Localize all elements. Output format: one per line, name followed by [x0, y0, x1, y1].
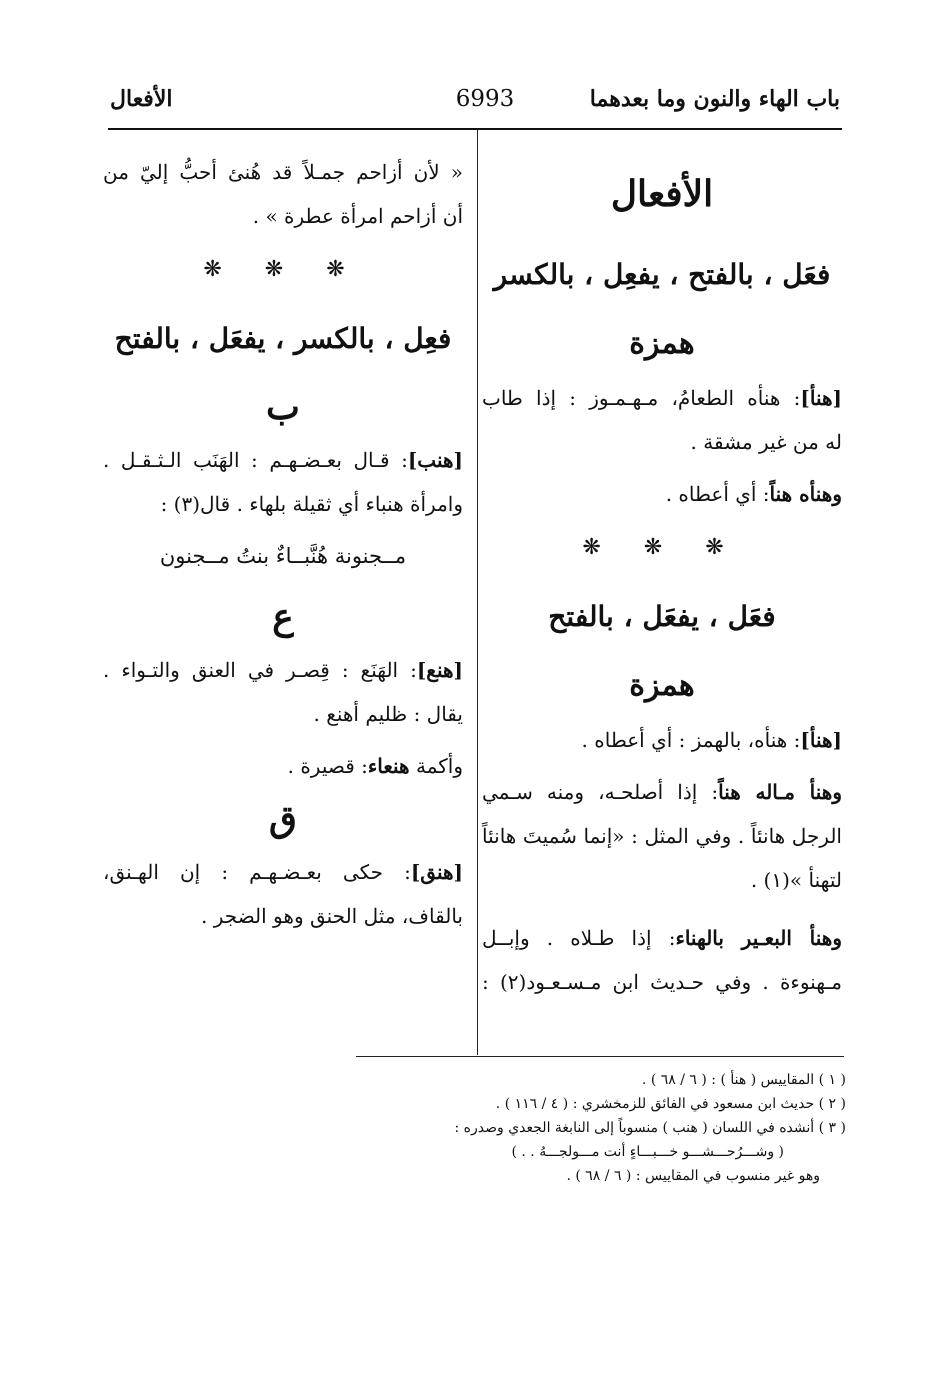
footnote-2: ( ٢ ) حديث ابن مسعود في الفائق للزمخشري : ( ٤ / ١١٦ ) .	[495, 1096, 846, 1112]
entry-line	[103, 744, 463, 788]
entry-line: يقال : ظليم أهنع .	[313, 702, 463, 726]
entry-line	[103, 648, 463, 692]
entry-line	[482, 472, 842, 516]
quote-line: « لأن أزاحم جمـلاً قد هُنئ أحبُّ إليّ من	[103, 160, 463, 184]
entry-line: وامرأة هنباء أي ثقيلة بلهاء . قال(٣) :	[160, 492, 463, 516]
entry-line: مـهنوءة . وفي حـديث ابن مـسـعـود(٢) :	[482, 970, 842, 994]
running-head-section: الأفعال	[110, 86, 173, 112]
entry-headword: [هنأ]	[800, 728, 842, 752]
root-heading: همزة	[629, 668, 695, 703]
entry-text: : قـال بعـضـهـم : الهَنَب الـثـقـل .	[103, 448, 408, 472]
footnote-3-verse: ( وشـــرُحـــشـــو خـــبـــاءٍ أنت مـــولجـــهُ . . )	[511, 1144, 784, 1160]
entry-text: : قصيرة .	[287, 754, 368, 778]
entry-line: له من غير مشقة .	[690, 430, 842, 454]
entry-text: وأكمة	[415, 754, 463, 778]
entry-headword: وهنأه هناً	[769, 482, 842, 506]
entry-line	[482, 916, 842, 960]
footnote-3: ( ٣ ) أنشده في اللسان ( هنب ) منسوباً إلى النابغة الجعدي وصدره :	[454, 1120, 846, 1136]
entry-line	[482, 718, 842, 762]
entry-line	[482, 376, 842, 420]
footnote-rule	[356, 1056, 844, 1057]
footnote-1: ( ١ ) المقاييس ( هنأ ) : ( ٦ / ٦٨ ) .	[641, 1072, 846, 1088]
entry-line	[482, 770, 842, 814]
letter-heading: ق	[269, 798, 297, 840]
entry-text: : أي أعطاه .	[665, 482, 770, 506]
entry-headword: [هنب]	[407, 448, 463, 472]
header-rule	[108, 128, 842, 130]
chapter-title: الأفعال	[610, 173, 714, 215]
entry-headword: هنعاء	[367, 754, 410, 778]
footnotes	[286, 1068, 846, 1188]
entry-text: : إذا طـلاه . وإبــل	[482, 926, 676, 950]
root-heading: همزة	[629, 326, 695, 361]
quote-line: أن أزاحم امرأة عطرة » .	[252, 204, 463, 228]
entry-headword: [هنق]	[410, 860, 463, 884]
page-number: 6993	[455, 86, 515, 112]
entry-headword: [هنأ]	[800, 386, 842, 410]
section-title: فعِل ، بالكسر ، يفعَل ، بالفتح	[114, 322, 452, 355]
entry-text: : هنأه الطعامُ، مـهـمـوز : إذا طاب	[482, 386, 801, 410]
entry-line	[103, 438, 463, 482]
page-header	[110, 86, 840, 126]
footnote-3-continuation: وهو غير منسوب في المقاييس : ( ٦ / ٦٨ ) .	[566, 1168, 820, 1184]
section-separator: ❋ ❋ ❋	[203, 257, 363, 282]
entry-line: الرجل هانئاً . وفي المثل : «إنما سُميتَ هانئاً	[482, 824, 842, 848]
entry-headword: وهنأ مـاله هناً	[718, 780, 842, 804]
letter-heading: ع	[272, 596, 294, 638]
verse-line: مــجنونة هُنَّبــاءٌ بنتُ مــجنون	[159, 544, 407, 568]
entry-text: : إذا أصلحـه، ومنه سـمي	[482, 780, 719, 804]
entry-line: بالقاف، مثل الحنق وهو الضجر .	[201, 904, 463, 928]
section-title: فعَل ، يفعَل ، بالفتح	[548, 600, 776, 633]
section-title: فعَل ، بالفتح ، يفعِل ، بالكسر	[493, 258, 831, 291]
entry-text: : هنأه، بالهمز : أي أعطاه .	[581, 728, 801, 752]
entry-headword: [هنع]	[416, 658, 463, 682]
entry-text: : حكى بعـضـهـم : إن الهـنق،	[103, 860, 411, 884]
right-column	[482, 150, 842, 1004]
column-divider	[477, 130, 478, 1055]
running-head-chapter: باب الهاء والنون وما بعدهما	[589, 86, 840, 112]
entry-headword: وهنأ البعـير بالهناء	[675, 926, 842, 950]
entry-line: لتهنأ »(١) .	[750, 868, 842, 892]
left-column	[103, 150, 463, 938]
entry-line	[103, 850, 463, 894]
entry-text: : الهَنَع : قِصـر في العنق والتـواء .	[103, 658, 417, 682]
letter-heading: ب	[266, 386, 300, 428]
section-separator: ❋ ❋ ❋	[582, 535, 742, 560]
